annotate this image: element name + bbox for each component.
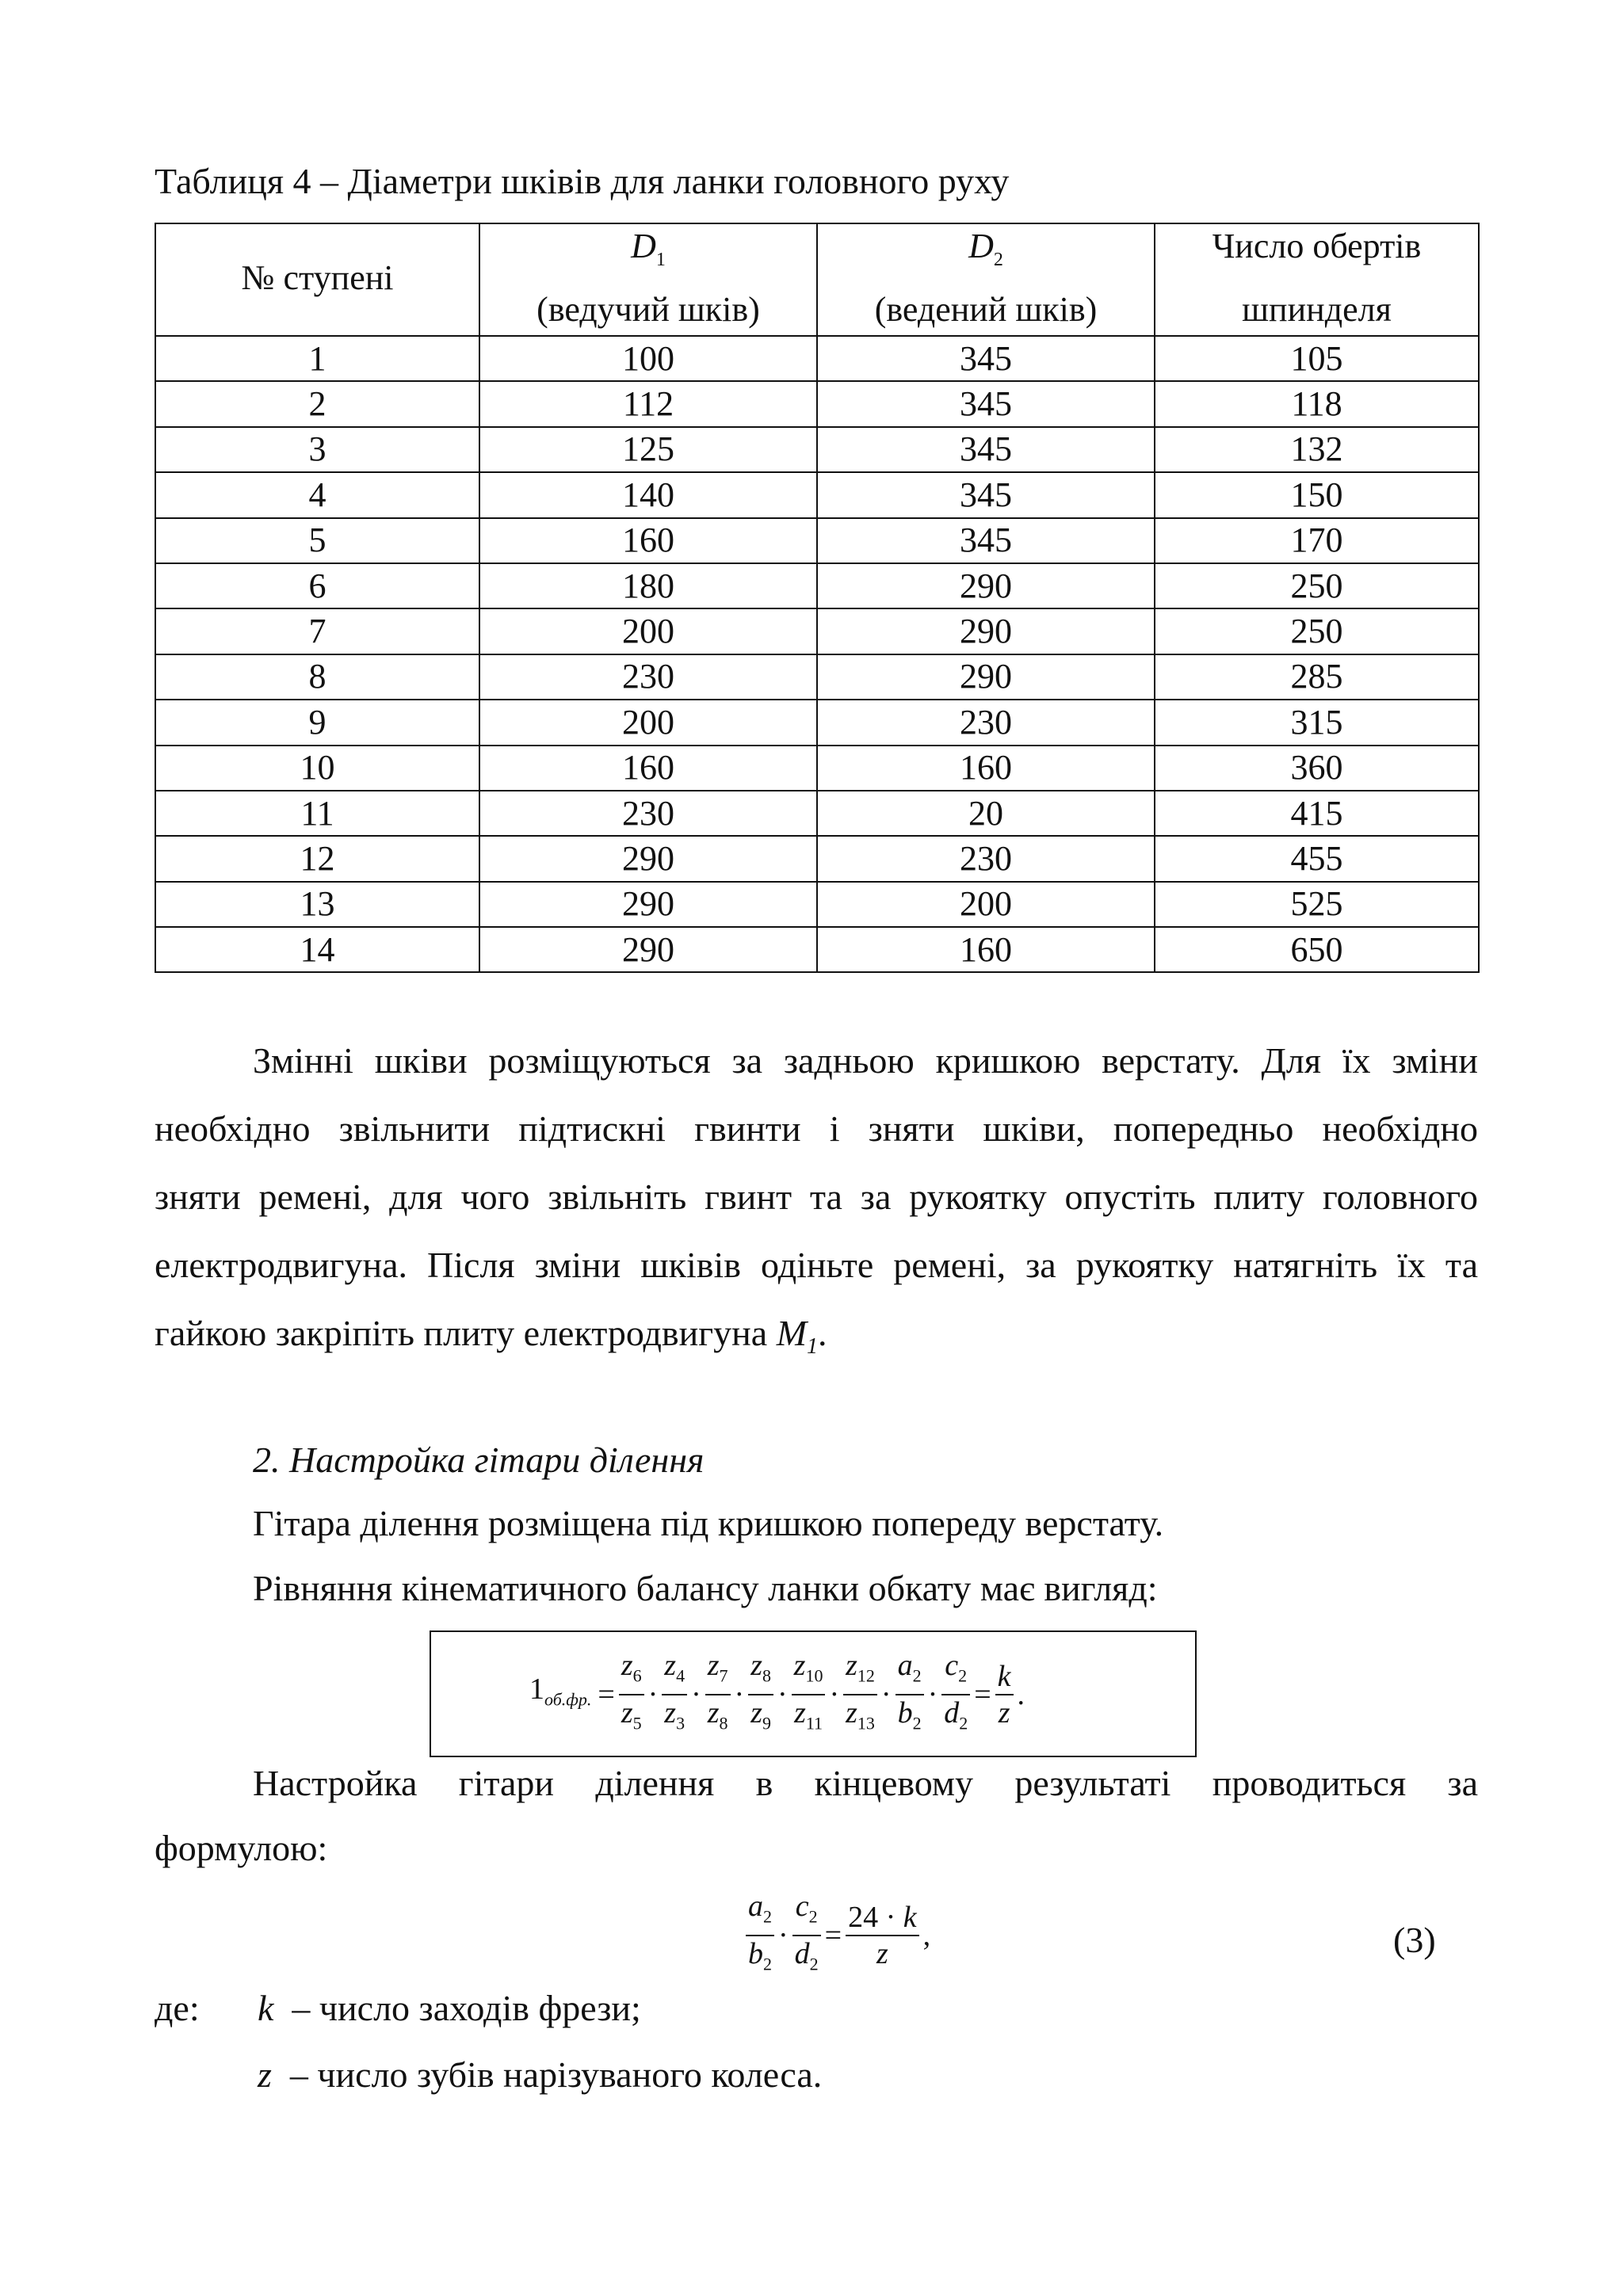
paragraph1-line1: Змінні шківи розміщуються за задньою кришкою верстату. Для їх зміни — [253, 1040, 1478, 1081]
header-rpm-line2: шпинделя — [1242, 290, 1392, 329]
table-row — [155, 472, 1479, 517]
table-row — [155, 791, 1479, 836]
cell-d1: 125 — [479, 427, 817, 472]
table-row — [155, 518, 1479, 563]
k-symbol: k — [258, 1988, 274, 2028]
formula1-fraction: $\frac{z_8}{z_9}$ — [748, 1650, 773, 1739]
header-rpm — [1155, 223, 1479, 336]
paragraph1-line3: зняти ремені, для чого звільніть гвинт та за рукоятку опустіть плиту головного — [155, 1177, 1478, 1217]
cell-stage: 13 — [155, 882, 479, 927]
cell-d2: 290 — [817, 654, 1155, 700]
cell-rpm: 250 — [1155, 563, 1479, 608]
cell-d1: 112 — [479, 381, 817, 426]
cell-d1: 230 — [479, 791, 817, 836]
motor-symbol: M — [776, 1313, 808, 1353]
header-d2 — [817, 223, 1155, 336]
cell-stage: 2 — [155, 381, 479, 426]
cell-d2: 345 — [817, 427, 1155, 472]
cell-stage: 3 — [155, 427, 479, 472]
cell-rpm: 105 — [1155, 336, 1479, 381]
cell-d1: 290 — [479, 836, 817, 881]
header-rpm-line1: Число обертів — [1212, 227, 1422, 265]
cell-d2: 290 — [817, 608, 1155, 654]
cell-stage: 12 — [155, 836, 479, 881]
table-row — [155, 563, 1479, 608]
cell-rpm: 360 — [1155, 746, 1479, 791]
formula1-fraction: $\frac{z_4}{z_3}$ — [662, 1650, 687, 1739]
formula1-fraction: $\frac{c_2}{d_2}$ — [941, 1650, 970, 1739]
cell-d1: 160 — [479, 518, 817, 563]
cell-rpm: 118 — [1155, 381, 1479, 426]
table-row — [155, 836, 1479, 881]
cell-d2: 230 — [817, 700, 1155, 745]
cell-rpm: 170 — [1155, 518, 1479, 563]
section-heading: 2. Настройка гітари ділення — [253, 1440, 705, 1480]
cell-d1: 200 — [479, 608, 817, 654]
cell-d1: 200 — [479, 700, 817, 745]
header-stage-label: № ступені — [241, 258, 394, 297]
cell-d2: 345 — [817, 518, 1155, 563]
cell-rpm: 525 — [1155, 882, 1479, 927]
formula1-lead: $1_{об.фр.}$ — [529, 1672, 592, 1710]
cell-rpm: 150 — [1155, 472, 1479, 517]
cell-d1: 230 — [479, 654, 817, 700]
header-d1-symbol: $D_1$ — [631, 227, 666, 270]
cell-d2: 20 — [817, 791, 1155, 836]
where-prefix: де: — [155, 1988, 200, 2028]
table-caption: Таблиця 4 – Діаметри шківів для ланки головного руху — [155, 161, 1010, 201]
cell-rpm: 285 — [1155, 654, 1479, 700]
formula1-rhs: $\frac{k}{z}$ — [995, 1661, 1014, 1729]
cell-stage: 5 — [155, 518, 479, 563]
header-stage — [155, 223, 479, 336]
cell-stage: 11 — [155, 791, 479, 836]
cell-d2: 200 — [817, 882, 1155, 927]
cell-d2: 160 — [817, 927, 1155, 972]
cell-rpm: 250 — [1155, 608, 1479, 654]
cell-d1: 160 — [479, 746, 817, 791]
cell-rpm: 650 — [1155, 927, 1479, 972]
cell-stage: 6 — [155, 563, 479, 608]
cell-stage: 9 — [155, 700, 479, 745]
cell-stage: 7 — [155, 608, 479, 654]
k-description: – число заходів фрези; — [292, 1988, 641, 2028]
paragraph1-line5-text: гайкою закріпіть плиту електродвигуна — [155, 1313, 777, 1353]
z-description: – число зубів нарізуваного колеса. — [289, 2054, 823, 2095]
cell-stage: 14 — [155, 927, 479, 972]
section-line1: Гітара ділення розміщена під кришкою попереду верстату. — [253, 1503, 1164, 1543]
formula1-fraction: $\frac{z_6}{z_5}$ — [619, 1650, 644, 1739]
paragraph1-line4: електродвигуна. Після зміни шківів одіньте ремені, за рукоятку натягніть їх та — [155, 1245, 1478, 1285]
table-row — [155, 427, 1479, 472]
formula1-fraction: $\frac{z_{10}}{z_{11}}$ — [792, 1650, 826, 1739]
header-d1-label: (ведучий шків) — [537, 290, 760, 329]
cell-d2: 160 — [817, 746, 1155, 791]
cell-stage: 1 — [155, 336, 479, 381]
cell-stage: 8 — [155, 654, 479, 700]
formula1-expression: $1_{об.фр.}$ = $\frac{z_6}{z_5}$ · $\frac{z_4}{z_3}$ · $\frac{z_7}{z_8}$ · $\frac{z_8}{z_9}$ · $\frac{z_{10}}{z_{11}}$ · $\frac{z_{12}}{z_{13}}$ · $\frac{a_2}{b_2}$ · $\frac{c_2}{d_2}$ = $\frac{k}{z}$ . — [526, 1650, 1028, 1739]
cell-rpm: 315 — [1155, 700, 1479, 745]
cell-d1: 290 — [479, 927, 817, 972]
formula1-fraction: $\frac{z_7}{z_8}$ — [705, 1650, 731, 1739]
table-header-row — [155, 223, 1479, 336]
cell-rpm: 132 — [1155, 427, 1479, 472]
motor-index: 1 — [807, 1334, 819, 1360]
cell-d2: 345 — [817, 381, 1155, 426]
where-z — [258, 2054, 823, 2095]
header-d2-label: (ведений шків) — [874, 290, 1098, 329]
cell-stage: 4 — [155, 472, 479, 517]
cell-d1: 140 — [479, 472, 817, 517]
table-row — [155, 608, 1479, 654]
paragraph2-line1: Настройка гітари ділення в кінцевому результаті проводиться за — [253, 1763, 1478, 1803]
header-d1 — [479, 223, 817, 336]
gear-ratio-formula: $\frac{a_2}{b_2}$ · $\frac{c_2}{d_2}$ = $\frac{24 \cdot k}{z}$ , — [745, 1890, 934, 1980]
table-row — [155, 381, 1479, 426]
cell-d2: 345 — [817, 472, 1155, 517]
formula-number: (3) — [1393, 1920, 1436, 1960]
formula3-rhs: $\frac{24 \cdot k}{z}$ — [846, 1901, 919, 1970]
table-row — [155, 654, 1479, 700]
paragraph2-line2: формулою: — [155, 1828, 328, 1868]
formula3-fraction-a-b: $\frac{a_2}{b_2}$ — [746, 1890, 774, 1980]
paragraph1-line5 — [155, 1315, 827, 1365]
where-k — [258, 1990, 641, 2027]
cell-rpm: 455 — [1155, 836, 1479, 881]
table-row — [155, 882, 1479, 927]
cell-stage: 10 — [155, 746, 479, 791]
z-symbol: z — [258, 2054, 272, 2095]
cell-d2: 290 — [817, 563, 1155, 608]
section-line2: Рівняння кінематичного балансу ланки обкату має вигляд: — [253, 1568, 1158, 1608]
paragraph1-line2: необхідно звільнити підтискні гвинти і зняти шківи, попередньо необхідно — [155, 1108, 1478, 1149]
kinematic-balance-formula — [430, 1630, 1197, 1757]
cell-d2: 230 — [817, 836, 1155, 881]
cell-d1: 100 — [479, 336, 817, 381]
table-row — [155, 700, 1479, 745]
paragraph1-line5-end: . — [818, 1313, 827, 1353]
formula3-fraction-c-d: $\frac{c_2}{d_2}$ — [792, 1890, 821, 1980]
cell-d1: 180 — [479, 563, 817, 608]
formula1-fraction: $\frac{z_{12}}{z_{13}}$ — [843, 1650, 877, 1739]
formula1-fraction: $\frac{a_2}{b_2}$ — [896, 1650, 924, 1739]
cell-d2: 345 — [817, 336, 1155, 381]
table-row — [155, 746, 1479, 791]
cell-d1: 290 — [479, 882, 817, 927]
table-row — [155, 927, 1479, 972]
table-row — [155, 336, 1479, 381]
header-d2-symbol: $D_2$ — [968, 227, 1003, 270]
cell-rpm: 415 — [1155, 791, 1479, 836]
pulley-table — [155, 223, 1480, 973]
